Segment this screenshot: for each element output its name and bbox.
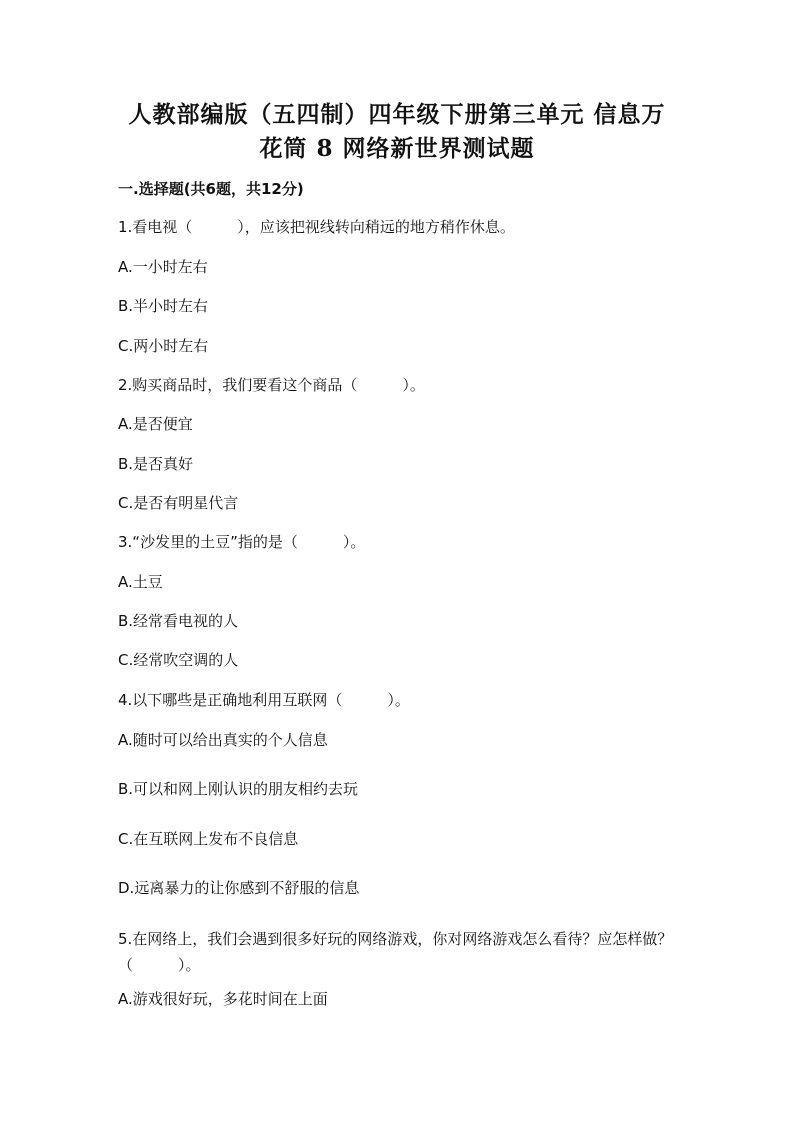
- question-1-option-c: C.两小时左右: [118, 337, 209, 355]
- question-3-stem: 3.“沙发里的土豆”指的是（ ）。: [118, 533, 366, 551]
- document-title-line-1: 人教部编版（五四制）四年级下册第三单元 信息万: [128, 101, 666, 128]
- question-4-option-c: C.在互联网上发布不良信息: [118, 830, 299, 848]
- question-3-option-a: A.土豆: [118, 573, 163, 591]
- question-3-option-c: C.经常吹空调的人: [118, 651, 239, 669]
- question-5-stem: 5.在网络上，我们会遇到很多好玩的网络游戏，你对网络游戏怎么看待？应怎样做？（ ）。: [118, 930, 673, 974]
- question-4-stem: 4.以下哪些是正确地利用互联网（ ）。: [118, 691, 410, 709]
- section-heading: 一.选择题(共6题，共12分): [118, 180, 304, 198]
- question-4-option-d: D.远离暴力的让你感到不舒服的信息: [118, 879, 360, 897]
- question-2-option-c: C.是否有明星代言: [118, 494, 239, 512]
- question-2-option-b: B.是否真好: [118, 455, 194, 473]
- question-1-stem: 1.看电视（ ），应该把视线转向稍远的地方稍作休息。: [118, 218, 515, 236]
- question-2-stem: 2.购买商品时，我们要看这个商品（ ）。: [118, 376, 425, 394]
- question-2-option-a: A.是否便宜: [118, 415, 193, 433]
- question-3-option-b: B.经常看电视的人: [118, 612, 239, 630]
- question-4-option-a: A.随时可以给出真实的个人信息: [118, 731, 328, 749]
- question-1-option-a: A.一小时左右: [118, 258, 208, 276]
- question-5-option-a: A.游戏很好玩，多花时间在上面: [118, 990, 328, 1008]
- document-title-line-2: 花筒 8 网络新世界测试题: [259, 135, 535, 162]
- question-1-option-b: B.半小时左右: [118, 297, 209, 315]
- question-4-option-b: B.可以和网上刚认识的朋友相约去玩: [118, 780, 359, 798]
